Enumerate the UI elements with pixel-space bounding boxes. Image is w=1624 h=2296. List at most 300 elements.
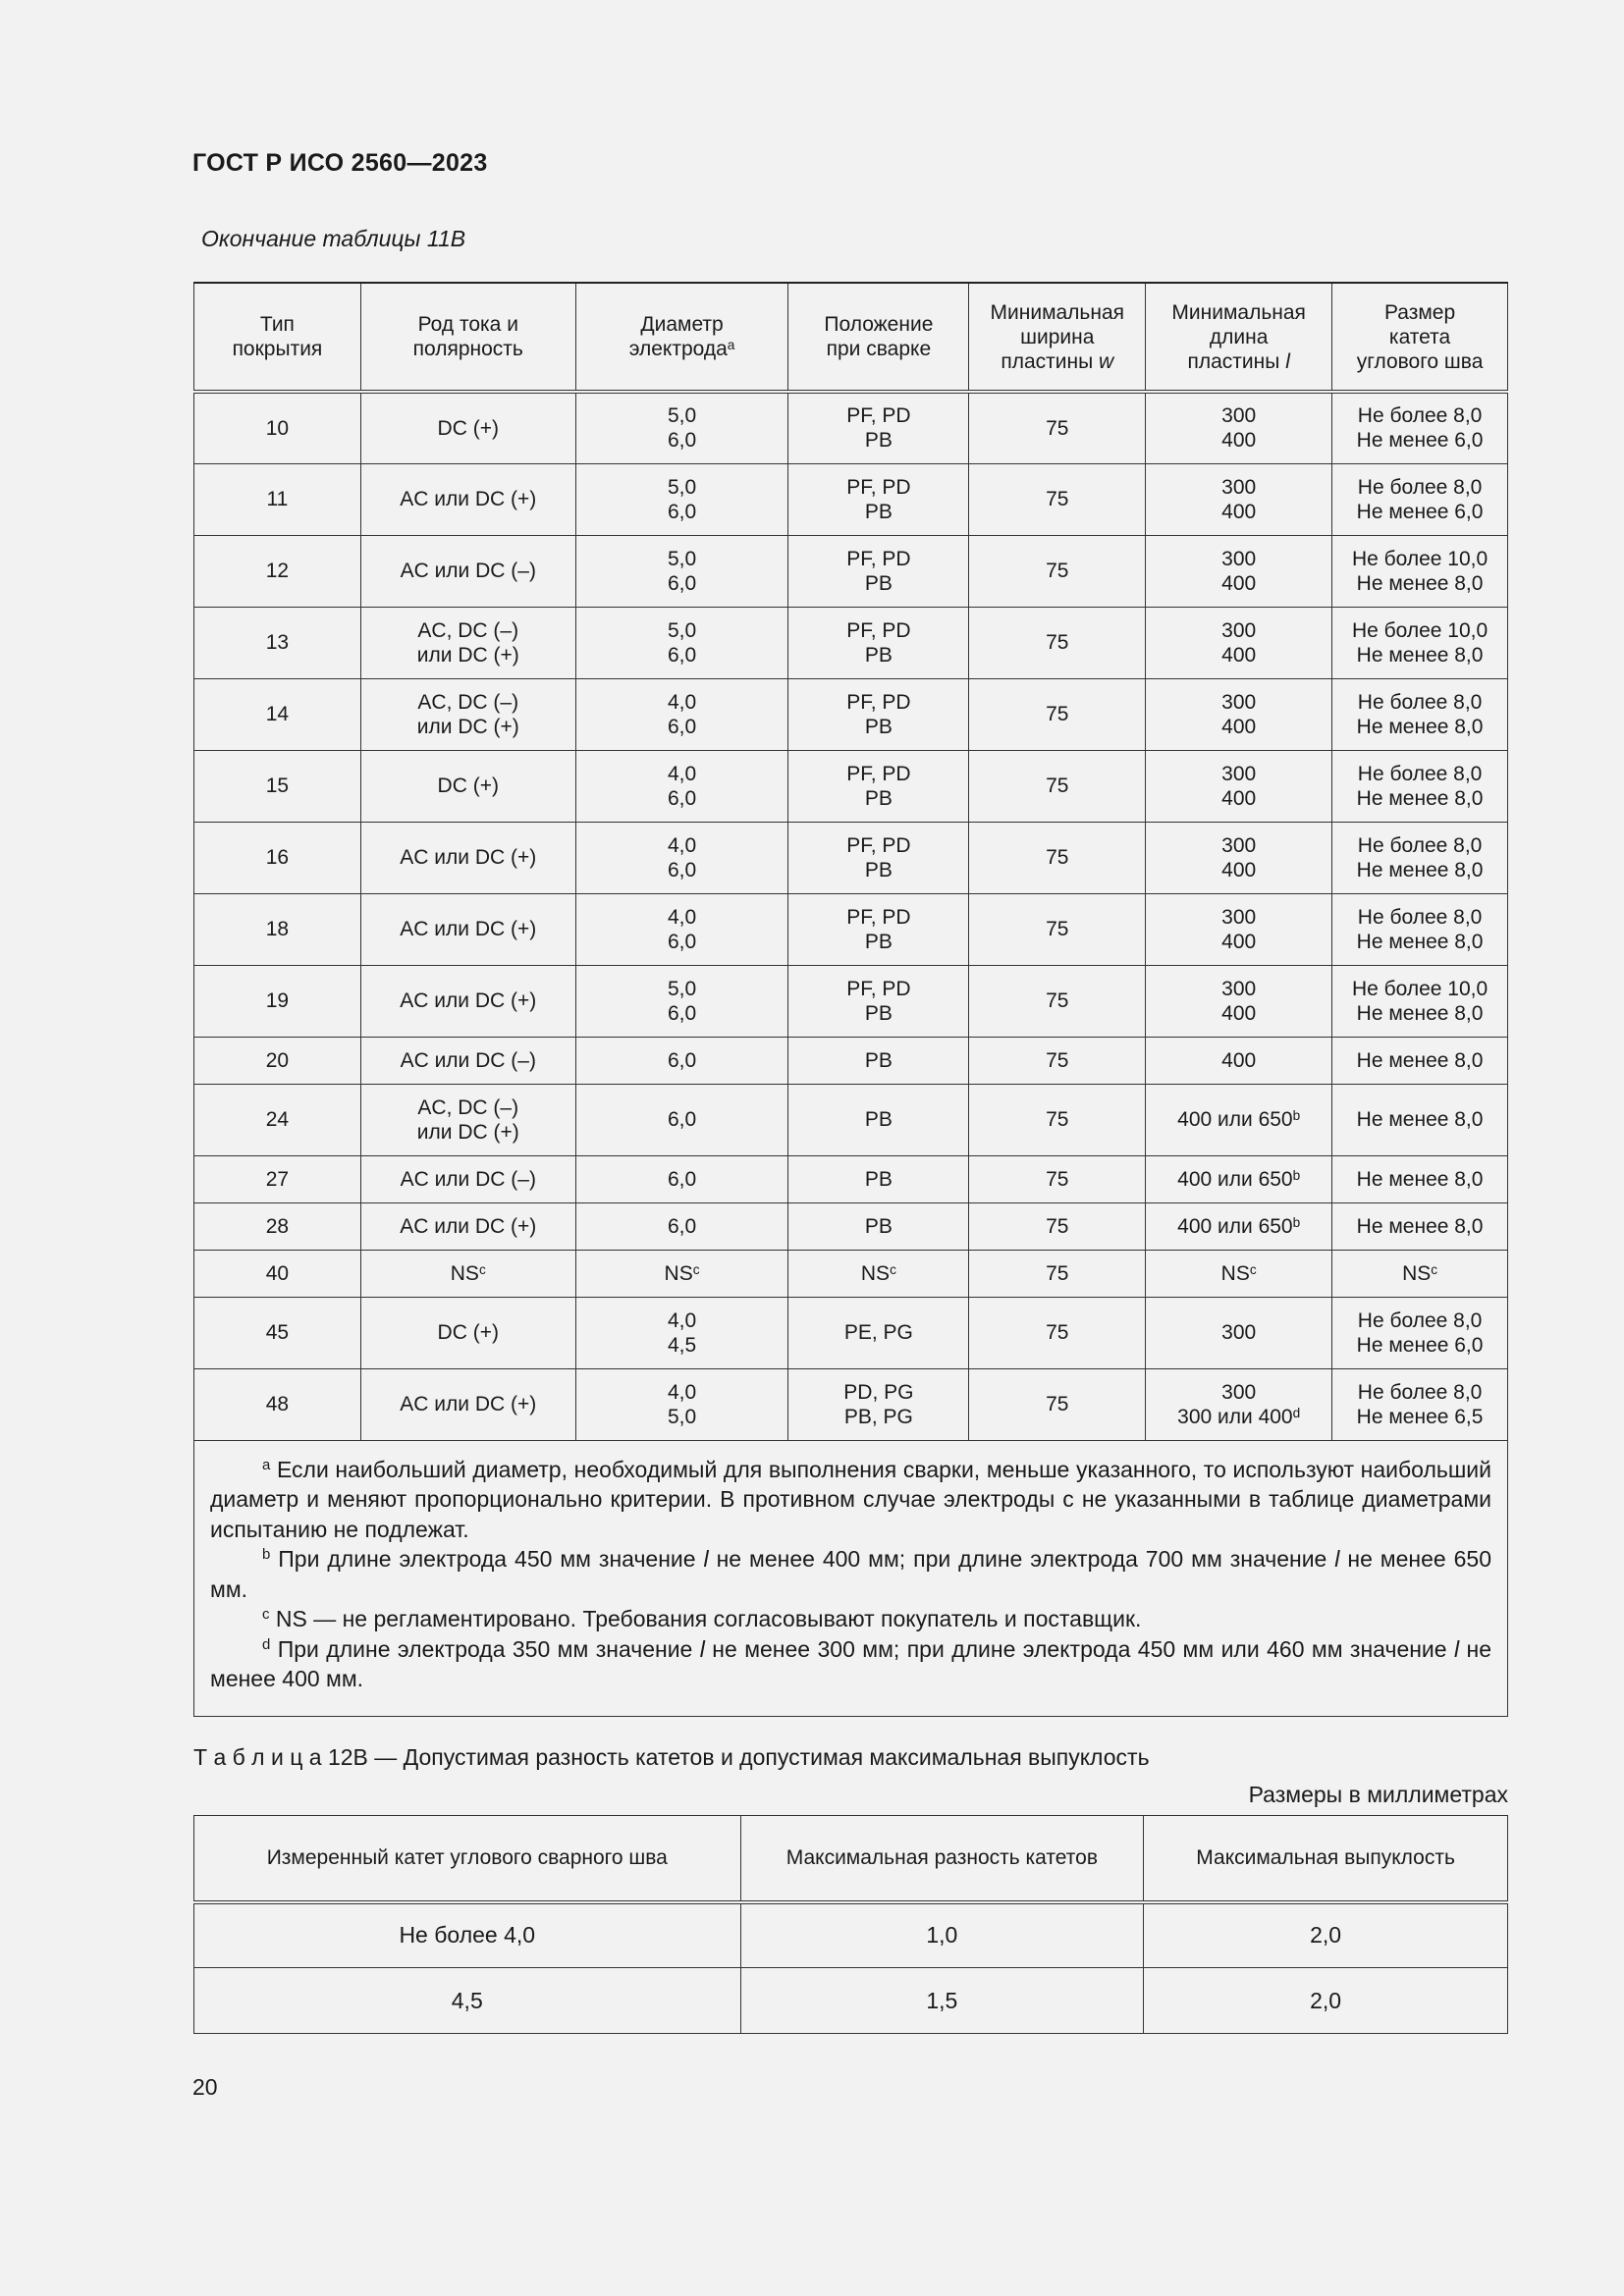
min-width-cell: 75 <box>969 1297 1146 1368</box>
footnote-b <box>210 1544 1491 1604</box>
header-line: Минимальная <box>1171 300 1306 324</box>
cell-line: NS <box>450 1261 479 1285</box>
cell-line: Не менее 8,0 <box>1356 643 1484 667</box>
cell-line: AC, DC (–) <box>417 618 519 642</box>
footnote-mark: c <box>478 1261 486 1277</box>
current-polarity-cell <box>360 1037 575 1084</box>
cell-line: 300 <box>1221 1380 1257 1404</box>
welding-position-cell <box>788 1250 969 1297</box>
cell-line: AC или DC (+) <box>400 846 537 869</box>
cell-line: PB <box>864 429 893 453</box>
min-width-cell: 75 <box>969 965 1146 1037</box>
cell-line: PB <box>864 715 893 738</box>
cell-line: Не менее 6,0 <box>1356 429 1484 453</box>
cell-line: NS <box>1220 1261 1250 1285</box>
welding-position-cell <box>788 1037 969 1084</box>
table-notes <box>194 1440 1508 1716</box>
cell-line: Не более 8,0 <box>1357 475 1483 499</box>
cell-line: 400 или 650 <box>1177 1167 1293 1191</box>
header-line: Размер <box>1383 300 1456 324</box>
header-line: Положение <box>824 313 934 336</box>
cell-line: 300 <box>1221 690 1257 714</box>
min-length-cell <box>1146 392 1332 463</box>
cell-line: DC (+) <box>437 1321 499 1344</box>
cell-line: Не менее 8,0 <box>1356 786 1484 810</box>
footnote-c <box>210 1604 1491 1634</box>
cell-line: 300 <box>1221 475 1257 499</box>
cell-line: 6,0 <box>667 1001 697 1025</box>
current-polarity-cell <box>360 463 575 535</box>
fillet-size-cell <box>1332 463 1508 535</box>
coating-type-cell: 10 <box>194 392 361 463</box>
cell-line: DC (+) <box>437 774 499 797</box>
coating-type-cell: 12 <box>194 535 361 607</box>
header-line: при сварке <box>826 338 932 360</box>
cell-line: 300 <box>1221 977 1257 1000</box>
fillet-size-cell <box>1332 750 1508 822</box>
table-row <box>194 1968 1508 2034</box>
column-header <box>969 283 1146 392</box>
min-length-cell <box>1146 535 1332 607</box>
cell-line: PB <box>864 1167 893 1191</box>
cell-line: 400 <box>1221 571 1257 595</box>
cell-line: 400 <box>1221 858 1257 881</box>
current-polarity-cell <box>360 1368 575 1440</box>
current-polarity-cell <box>360 1084 575 1155</box>
header-line: ширина <box>1020 325 1095 348</box>
current-polarity-cell <box>360 750 575 822</box>
current-polarity-cell <box>360 1155 575 1202</box>
cell-line: PD, PG <box>843 1380 914 1404</box>
page-number: 20 <box>192 2074 218 2100</box>
welding-position-cell <box>788 822 969 893</box>
cell-line: PB <box>864 786 893 810</box>
cell-line: Не более 8,0 <box>1357 1380 1483 1404</box>
table-row <box>194 1037 1508 1084</box>
cell-line: 5,0 <box>667 977 697 1000</box>
header-line: Тип <box>259 313 295 336</box>
electrode-diameter-cell <box>575 1297 788 1368</box>
cell-line: PF, PD <box>846 404 911 428</box>
electrode-diameter-cell <box>575 893 788 965</box>
coating-type-cell: 28 <box>194 1202 361 1250</box>
table-header-row <box>194 1816 1508 1902</box>
table-row <box>194 1084 1508 1155</box>
header-line: Минимальная <box>990 300 1125 324</box>
cell-line: Не менее 8,0 <box>1356 858 1484 881</box>
coating-type-cell: 16 <box>194 822 361 893</box>
header-variable: l <box>1285 349 1290 373</box>
table-12b <box>193 1815 1508 2034</box>
footnote-text: не менее 400 мм. <box>210 1635 1492 1691</box>
min-width-cell: 75 <box>969 1155 1146 1202</box>
electrode-diameter-cell <box>575 1368 788 1440</box>
fillet-size-cell <box>1332 965 1508 1037</box>
cell-line: AC или DC (–) <box>400 560 536 582</box>
cell-line: PF, PD <box>846 690 911 714</box>
header-line: пластины <box>1187 349 1280 373</box>
cell-line: Не более 8,0 <box>1357 905 1483 929</box>
column-header <box>1146 283 1332 392</box>
welding-position-cell <box>788 1202 969 1250</box>
footnote-variable: l <box>1453 1635 1460 1662</box>
cell-line: 6,0 <box>667 1108 697 1131</box>
cell-line: 400 <box>1221 715 1257 738</box>
min-length-cell <box>1146 965 1332 1037</box>
cell-line: 6,0 <box>667 930 697 953</box>
coating-type-cell: 45 <box>194 1297 361 1368</box>
footnote-mark: a <box>727 338 735 352</box>
coating-type-cell: 27 <box>194 1155 361 1202</box>
cell-line: 6,0 <box>667 643 697 667</box>
cell-line: AC или DC (+) <box>400 1393 537 1415</box>
min-length-cell <box>1146 893 1332 965</box>
fillet-size-cell <box>1332 678 1508 750</box>
welding-position-cell <box>788 607 969 678</box>
welding-position-cell <box>788 965 969 1037</box>
table-header-row <box>194 283 1508 392</box>
table-row <box>194 607 1508 678</box>
current-polarity-cell <box>360 965 575 1037</box>
header-variable: w <box>1099 349 1114 373</box>
footnote-mark: d <box>1292 1405 1301 1420</box>
cell-line: 400 или 650 <box>1177 1214 1293 1238</box>
column-header <box>788 283 969 392</box>
min-width-cell: 75 <box>969 535 1146 607</box>
min-length-cell <box>1146 822 1332 893</box>
cell-line: NS <box>1402 1261 1432 1285</box>
footnote-text: Если наибольший диаметр, необходимый для выполнения сварки, меньше указанного, то используют наибольший диаметр и меняют пропорционально критерии. В противном случае электроды с не указанными в таблице диаметрами испытанию не подлежат. <box>210 1456 1492 1542</box>
header-line: катета <box>1388 325 1451 348</box>
table-row <box>194 1297 1508 1368</box>
fillet-size-cell <box>1332 1250 1508 1297</box>
cell-line: PB <box>864 858 893 881</box>
current-polarity-cell <box>360 822 575 893</box>
min-length-cell <box>1146 1037 1332 1084</box>
coating-type-cell: 15 <box>194 750 361 822</box>
cell-line: Не менее 8,0 <box>1356 1108 1484 1131</box>
coating-type-cell: 18 <box>194 893 361 965</box>
table-12b-units: Размеры в миллиметрах <box>1248 1782 1508 1807</box>
electrode-diameter-cell <box>575 463 788 535</box>
table-row <box>194 1250 1508 1297</box>
min-width-cell: 75 <box>969 607 1146 678</box>
cell-line: Не менее 8,0 <box>1356 1048 1484 1072</box>
column-header <box>360 283 575 392</box>
footnote-mark: a <box>262 1456 271 1473</box>
header-line: Диаметр <box>640 313 724 336</box>
footnote-mark: b <box>1292 1167 1301 1183</box>
cell-line: или DC (+) <box>416 643 519 667</box>
electrode-diameter-cell <box>575 607 788 678</box>
footnote-mark: c <box>1249 1261 1257 1277</box>
cell-line: AC, DC (–) <box>417 1095 519 1119</box>
footnote-variable: l <box>699 1635 705 1662</box>
cell-line: 300 <box>1221 762 1257 785</box>
cell-line: 5,0 <box>667 404 697 428</box>
cell-line: DC (+) <box>437 416 499 440</box>
footnote-mark: c <box>1431 1261 1438 1277</box>
min-length-cell <box>1146 607 1332 678</box>
cell-line: PB <box>864 1001 893 1025</box>
welding-position-cell <box>788 893 969 965</box>
cell-line: 400 <box>1221 500 1257 523</box>
min-width-cell: 75 <box>969 750 1146 822</box>
cell-line: 400 <box>1221 1048 1257 1072</box>
table-cell: 4,5 <box>194 1968 741 2034</box>
min-length-cell <box>1146 1368 1332 1440</box>
cell-line: 6,0 <box>667 715 697 738</box>
current-polarity-cell <box>360 607 575 678</box>
cell-line: 300 <box>1221 1321 1257 1344</box>
cell-line: AC, DC (–) <box>417 690 519 714</box>
table-row <box>194 1368 1508 1440</box>
cell-line: Не более 8,0 <box>1357 404 1483 428</box>
welding-position-cell <box>788 392 969 463</box>
electrode-diameter-cell <box>575 1084 788 1155</box>
cell-line: Не менее 8,0 <box>1356 571 1484 595</box>
header-line: длина <box>1209 325 1269 348</box>
electrode-diameter-cell <box>575 1250 788 1297</box>
cell-line: AC или DC (+) <box>400 918 537 940</box>
cell-line: Не менее 6,5 <box>1356 1405 1484 1428</box>
cell-line: или DC (+) <box>416 715 519 738</box>
cell-line: PF, PD <box>846 977 911 1000</box>
cell-line: 4,0 <box>667 690 697 714</box>
header-line: полярность <box>412 338 523 360</box>
footnote-mark: b <box>1292 1108 1301 1123</box>
cell-line: 300 <box>1221 547 1257 570</box>
cell-line: PF, PD <box>846 833 911 857</box>
cell-line: PB <box>864 500 893 523</box>
cell-line: AC или DC (+) <box>400 1214 537 1238</box>
footnote-mark: b <box>1292 1214 1301 1230</box>
min-width-cell: 75 <box>969 463 1146 535</box>
cell-line: 300 <box>1221 618 1257 642</box>
footnote-mark: b <box>262 1546 271 1563</box>
cell-line: 4,5 <box>667 1333 697 1357</box>
cell-line: 4,0 <box>667 1380 697 1404</box>
cell-line: PB <box>864 930 893 953</box>
table-row <box>194 678 1508 750</box>
table-row <box>194 1202 1508 1250</box>
cell-line: 5,0 <box>667 1405 697 1428</box>
footnote-text: не менее 400 мм; при длине электрода 700 мм значение <box>708 1546 1335 1572</box>
cell-line: 6,0 <box>667 1048 697 1072</box>
cell-line: 400 или 650 <box>1177 1108 1293 1131</box>
electrode-diameter-cell <box>575 1202 788 1250</box>
cell-line: PF, PD <box>846 475 911 499</box>
cell-line: PB, PG <box>843 1405 913 1428</box>
cell-line: PF, PD <box>846 905 911 929</box>
cell-line: AC или DC (–) <box>400 1167 536 1191</box>
cell-line: Не менее 8,0 <box>1356 930 1484 953</box>
cell-line: 400 <box>1221 786 1257 810</box>
min-width-cell: 75 <box>969 822 1146 893</box>
welding-position-cell <box>788 1155 969 1202</box>
table-row <box>194 535 1508 607</box>
electrode-diameter-cell <box>575 1155 788 1202</box>
coating-type-cell: 20 <box>194 1037 361 1084</box>
fillet-size-cell <box>1332 1037 1508 1084</box>
cell-line: 400 <box>1221 429 1257 453</box>
cell-line: NS <box>860 1261 891 1285</box>
footnote-text: При длине электрода 350 мм значение <box>277 1635 700 1662</box>
cell-line: AC или DC (+) <box>400 488 537 510</box>
table-row <box>194 822 1508 893</box>
table-cell: 1,0 <box>740 1902 1144 1968</box>
fillet-size-cell <box>1332 1155 1508 1202</box>
fillet-size-cell <box>1332 893 1508 965</box>
cell-line: AC или DC (–) <box>400 1048 536 1072</box>
fillet-size-cell <box>1332 1297 1508 1368</box>
cell-line: Не менее 8,0 <box>1356 1214 1484 1238</box>
footnote-a <box>210 1455 1491 1545</box>
table-cell: 1,5 <box>740 1968 1144 2034</box>
electrode-diameter-cell <box>575 1037 788 1084</box>
min-width-cell: 75 <box>969 893 1146 965</box>
welding-position-cell <box>788 1368 969 1440</box>
electrode-diameter-cell <box>575 535 788 607</box>
table-cell: 2,0 <box>1144 1968 1508 2034</box>
fillet-size-cell <box>1332 607 1508 678</box>
current-polarity-cell <box>360 392 575 463</box>
min-length-cell <box>1146 1250 1332 1297</box>
column-header <box>194 283 361 392</box>
electrode-diameter-cell <box>575 965 788 1037</box>
cell-line: PF, PD <box>846 762 911 785</box>
cell-line: 5,0 <box>667 547 697 570</box>
cell-line: Не более 10,0 <box>1351 547 1489 570</box>
footnote-text: При длине электрода 450 мм значение <box>278 1546 704 1572</box>
fillet-size-cell <box>1332 535 1508 607</box>
electrode-diameter-cell <box>575 822 788 893</box>
coating-type-cell: 19 <box>194 965 361 1037</box>
cell-line: или DC (+) <box>416 1120 519 1144</box>
cell-line: Не менее 6,0 <box>1356 1333 1484 1357</box>
table-row <box>194 392 1508 463</box>
table-continuation-caption: Окончание таблицы 11В <box>201 226 466 251</box>
header-line: Род тока и <box>417 313 518 336</box>
cell-line: PB <box>864 1048 893 1072</box>
table-11b <box>193 282 1508 1717</box>
min-width-cell: 75 <box>969 392 1146 463</box>
min-length-cell <box>1146 463 1332 535</box>
fillet-size-cell <box>1332 1368 1508 1440</box>
footnote-text: NS — не регламентировано. Требования согласовывают покупатель и поставщик. <box>275 1606 1142 1631</box>
welding-position-cell <box>788 750 969 822</box>
min-length-cell <box>1146 1155 1332 1202</box>
current-polarity-cell <box>360 1250 575 1297</box>
welding-position-cell <box>788 1084 969 1155</box>
cell-line: 400 <box>1221 930 1257 953</box>
column-header: Максимальная разность катетов <box>740 1816 1144 1902</box>
cell-line: 6,0 <box>667 786 697 810</box>
min-length-cell <box>1146 1202 1332 1250</box>
current-polarity-cell <box>360 1202 575 1250</box>
cell-line: 300 <box>1221 905 1257 929</box>
header-line: покрытия <box>232 338 323 360</box>
cell-line: 4,0 <box>667 833 697 857</box>
min-length-cell <box>1146 1297 1332 1368</box>
welding-position-cell <box>788 463 969 535</box>
table-12b-title: Т а б л и ц а 12В — Допустимая разность катетов и допустимая максимальная выпуклость <box>193 1744 1150 1770</box>
column-header <box>1332 283 1508 392</box>
cell-line: Не менее 8,0 <box>1356 715 1484 738</box>
fillet-size-cell <box>1332 392 1508 463</box>
fillet-size-cell <box>1332 822 1508 893</box>
footnote-mark: c <box>890 1261 896 1277</box>
table-row <box>194 965 1508 1037</box>
cell-line: 6,0 <box>667 858 697 881</box>
footnote-variable: l <box>703 1546 709 1572</box>
cell-line: 400 <box>1221 1001 1257 1025</box>
cell-line: Не более 8,0 <box>1357 690 1483 714</box>
current-polarity-cell <box>360 535 575 607</box>
cell-line: Не более 8,0 <box>1357 1308 1483 1332</box>
table-row <box>194 1155 1508 1202</box>
footnote-text: не менее 300 мм; при длине электрода 450 мм или 460 мм значение <box>704 1635 1454 1662</box>
min-width-cell: 75 <box>969 1202 1146 1250</box>
min-width-cell: 75 <box>969 1368 1146 1440</box>
table-row <box>194 463 1508 535</box>
coating-type-cell: 13 <box>194 607 361 678</box>
cell-line: 6,0 <box>667 1167 697 1191</box>
min-length-cell <box>1146 1084 1332 1155</box>
cell-line: Не менее 6,0 <box>1356 500 1484 523</box>
footnote-mark: c <box>692 1261 700 1277</box>
min-width-cell: 75 <box>969 1250 1146 1297</box>
min-width-cell: 75 <box>969 678 1146 750</box>
cell-line: 4,0 <box>667 762 697 785</box>
current-polarity-cell <box>360 678 575 750</box>
welding-position-cell <box>788 535 969 607</box>
table-row <box>194 750 1508 822</box>
cell-line: 6,0 <box>667 500 697 523</box>
table-row <box>194 1902 1508 1968</box>
current-polarity-cell <box>360 1297 575 1368</box>
cell-line: Не менее 8,0 <box>1356 1001 1484 1025</box>
document-header: ГОСТ Р ИСО 2560—2023 <box>192 149 488 177</box>
cell-line: Не более 10,0 <box>1351 977 1489 1000</box>
cell-line: 4,0 <box>667 905 697 929</box>
cell-line: 6,0 <box>667 1214 697 1238</box>
electrode-diameter-cell <box>575 392 788 463</box>
current-polarity-cell <box>360 893 575 965</box>
footnote-d <box>210 1634 1491 1694</box>
cell-line: AC или DC (+) <box>400 989 537 1012</box>
cell-line: 300 <box>1221 833 1257 857</box>
cell-line: 6,0 <box>667 429 697 453</box>
column-header: Измеренный катет углового сварного шва <box>194 1816 741 1902</box>
fillet-size-cell <box>1332 1084 1508 1155</box>
min-length-cell <box>1146 678 1332 750</box>
electrode-diameter-cell <box>575 750 788 822</box>
coating-type-cell: 11 <box>194 463 361 535</box>
cell-line: 300 или 400 <box>1177 1405 1293 1428</box>
welding-position-cell <box>788 678 969 750</box>
notes-row <box>194 1440 1508 1716</box>
table-row <box>194 893 1508 965</box>
header-line: электрода <box>628 338 728 360</box>
table-cell: Не более 4,0 <box>194 1902 741 1968</box>
cell-line: PB <box>864 571 893 595</box>
min-length-cell <box>1146 750 1332 822</box>
coating-type-cell: 14 <box>194 678 361 750</box>
welding-position-cell <box>788 1297 969 1368</box>
column-header <box>575 283 788 392</box>
cell-line: Не более 10,0 <box>1351 618 1489 642</box>
